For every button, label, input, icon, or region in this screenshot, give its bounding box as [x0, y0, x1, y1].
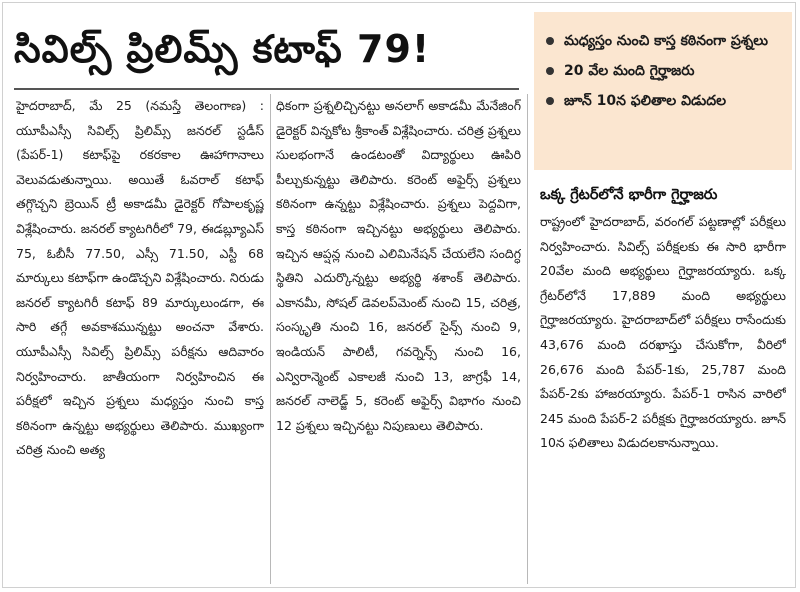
headline-rule: [14, 88, 519, 90]
bullet-icon: [546, 67, 554, 75]
highlight-text: మధ్యస్తం నుంచి కాస్త కఠినంగా ప్రశ్నలు: [564, 33, 769, 49]
column-divider: [527, 94, 528, 584]
headline: సివిల్స్ ప్రిలిమ్స్ కటాఫ్ 79!: [14, 27, 431, 71]
article-column-1-text: హైదరాబాద్, మే 25 (నమస్తే తెలంగాణ) : యూపీఎస్సీ సివిల్స్ ప్రిలిమ్స్ జనరల్ స్టడీస్ (పేపర్-1) కటాఫ్‌పై రకరకాల ఊహాగానాలు వెలువడుతున్నాయి. అయితే ఓవరాల్ కటాఫ్ తగ్గొచ్చని బ్రెయిన్ ట్రీ అకాడమీ డైరెక్టర్ గోపాలకృష్ణ విశ్లేషించారు. జనరల్ క్యాటగిరీలో 79, ఈడబ్ల్యూఎస్ 75, ఓబీసీ 77.50, ఎస్సీ 71.50, ఎస్టీ 68 మార్కులు కటాఫ్‌గా ఉండొచ్చని విశ్లేషించారు. నిరుడు జనరల్ క్యాటగిరీ కటాఫ్ 89 మార్కులుండగా, ఈ సారి తగ్గే అవకాశమున్నట్టు అంచనా వేశారు. యూపీఎస్సీ సివిల్స్ ప్రిలిమ్స్ పరీక్షను ఆదివారం నిర్వహించారు. జాతీయంగా నిర్వహించిన ఈ పరీక్షలో ఇచ్చిన ప్రశ్నలు మధ్యస్తం నుంచి కాస్త కఠినంగా ఉన్నట్టు అభ్యర్థులు తెలిపారు. ముఖ్యంగా చరిత్ర నుంచి అత్య: [16, 98, 264, 458]
sidebar-text: రాష్ట్రంలో హైదరాబాద్, వరంగల్ పట్టణాల్లో పరీక్షలు నిర్వహించారు. సివిల్స్ పరీక్షలకు ఈ సారి భారీగా 20వేల మంది అభ్యర్థులు గైర్హాజరయ్యారు. ఒక్క గ్రేటర్‌లోనే 17,889 మంది అభ్యర్థులు గైర్హాజరయ్యారు. హైదరాబాద్‌లో పరీక్షలు రాసేందుకు 43,676 మంది దరఖాస్తు చేసుకోగా, వీరిలో 26,676 మంది పేపర్-1కు, 25,787 మంది పేపర్-2కు హాజరయ్యారు. పేపర్-1 రాసిన వారిలో 245 మంది పేపర్-2 పరీక్షకు గైర్హాజరయ్యారు. జూన్ 10న ఫలితాలు విడుదలకానున్నాయి.: [540, 214, 786, 451]
highlight-item: [546, 26, 782, 56]
sidebar-column: [540, 210, 786, 584]
article-column-2: [276, 94, 521, 584]
article-column-1: [16, 94, 264, 584]
article-column-2-text: ధికంగా ప్రశ్నలిచ్చినట్టు అనలాగ్ అకాడమీ మేనేజింగ్ డైరెక్టర్ విన్నకోట శ్రీకాంత్ విశ్లేషించారు. చరిత్ర ప్రశ్నలు సులభంగానే ఉండటంతో విద్యార్థులు ఊపిరి పీల్చుకున్నట్టు తెలిపారు. కరెంట్ అఫైర్స్ ప్రశ్నలు కఠినంగా ఉన్నట్టు విశ్లేషించారు. ప్రశ్నలు పెద్దవిగా, కాస్త కఠినంగా ఇచ్చినట్టు అభ్యర్థులు తెలిపారు. ఇచ్చిన ఆప్షన్ల నుంచి ఎలిమినేషన్ చేయలేని సందిగ్ధ స్థితిని ఎదుర్కొన్నట్టు అభ్యర్థి శశాంక్ తెలిపారు. ఎకానమీ, సోషల్ డెవలప్‌మెంట్ నుంచి 15, చరిత్ర, సంస్కృతి నుంచి 16, జనరల్ సైన్స్ నుంచి 9, ఇండియన్ పాలిటీ, గవర్నెన్స్ నుంచి 16, ఎన్విరాన్మెంట్ ఎకాలజీ నుంచి 13, జాగ్రఫీ 14, జనరల్ నాలెడ్జ్ 5, కరెంట్ అఫైర్స్ విభాగం నుంచి 12 ప్రశ్నలు ఇచ్చినట్టు నిపుణులు తెలిపారు.: [276, 98, 521, 433]
highlight-text: జూన్ 10న ఫలితాల విడుదల: [564, 93, 727, 109]
highlight-item: [546, 86, 782, 116]
highlights-box: [534, 12, 792, 170]
highlight-text: 20 వేల మంది గైర్హాజరు: [564, 63, 695, 79]
highlight-item: [546, 56, 782, 86]
bullet-icon: [546, 37, 554, 45]
sidebar-subheading: ఒక్క గ్రేటర్‌లోనే భారీగా గైర్హాజరు: [540, 187, 718, 203]
bullet-icon: [546, 97, 554, 105]
column-divider: [270, 94, 271, 584]
